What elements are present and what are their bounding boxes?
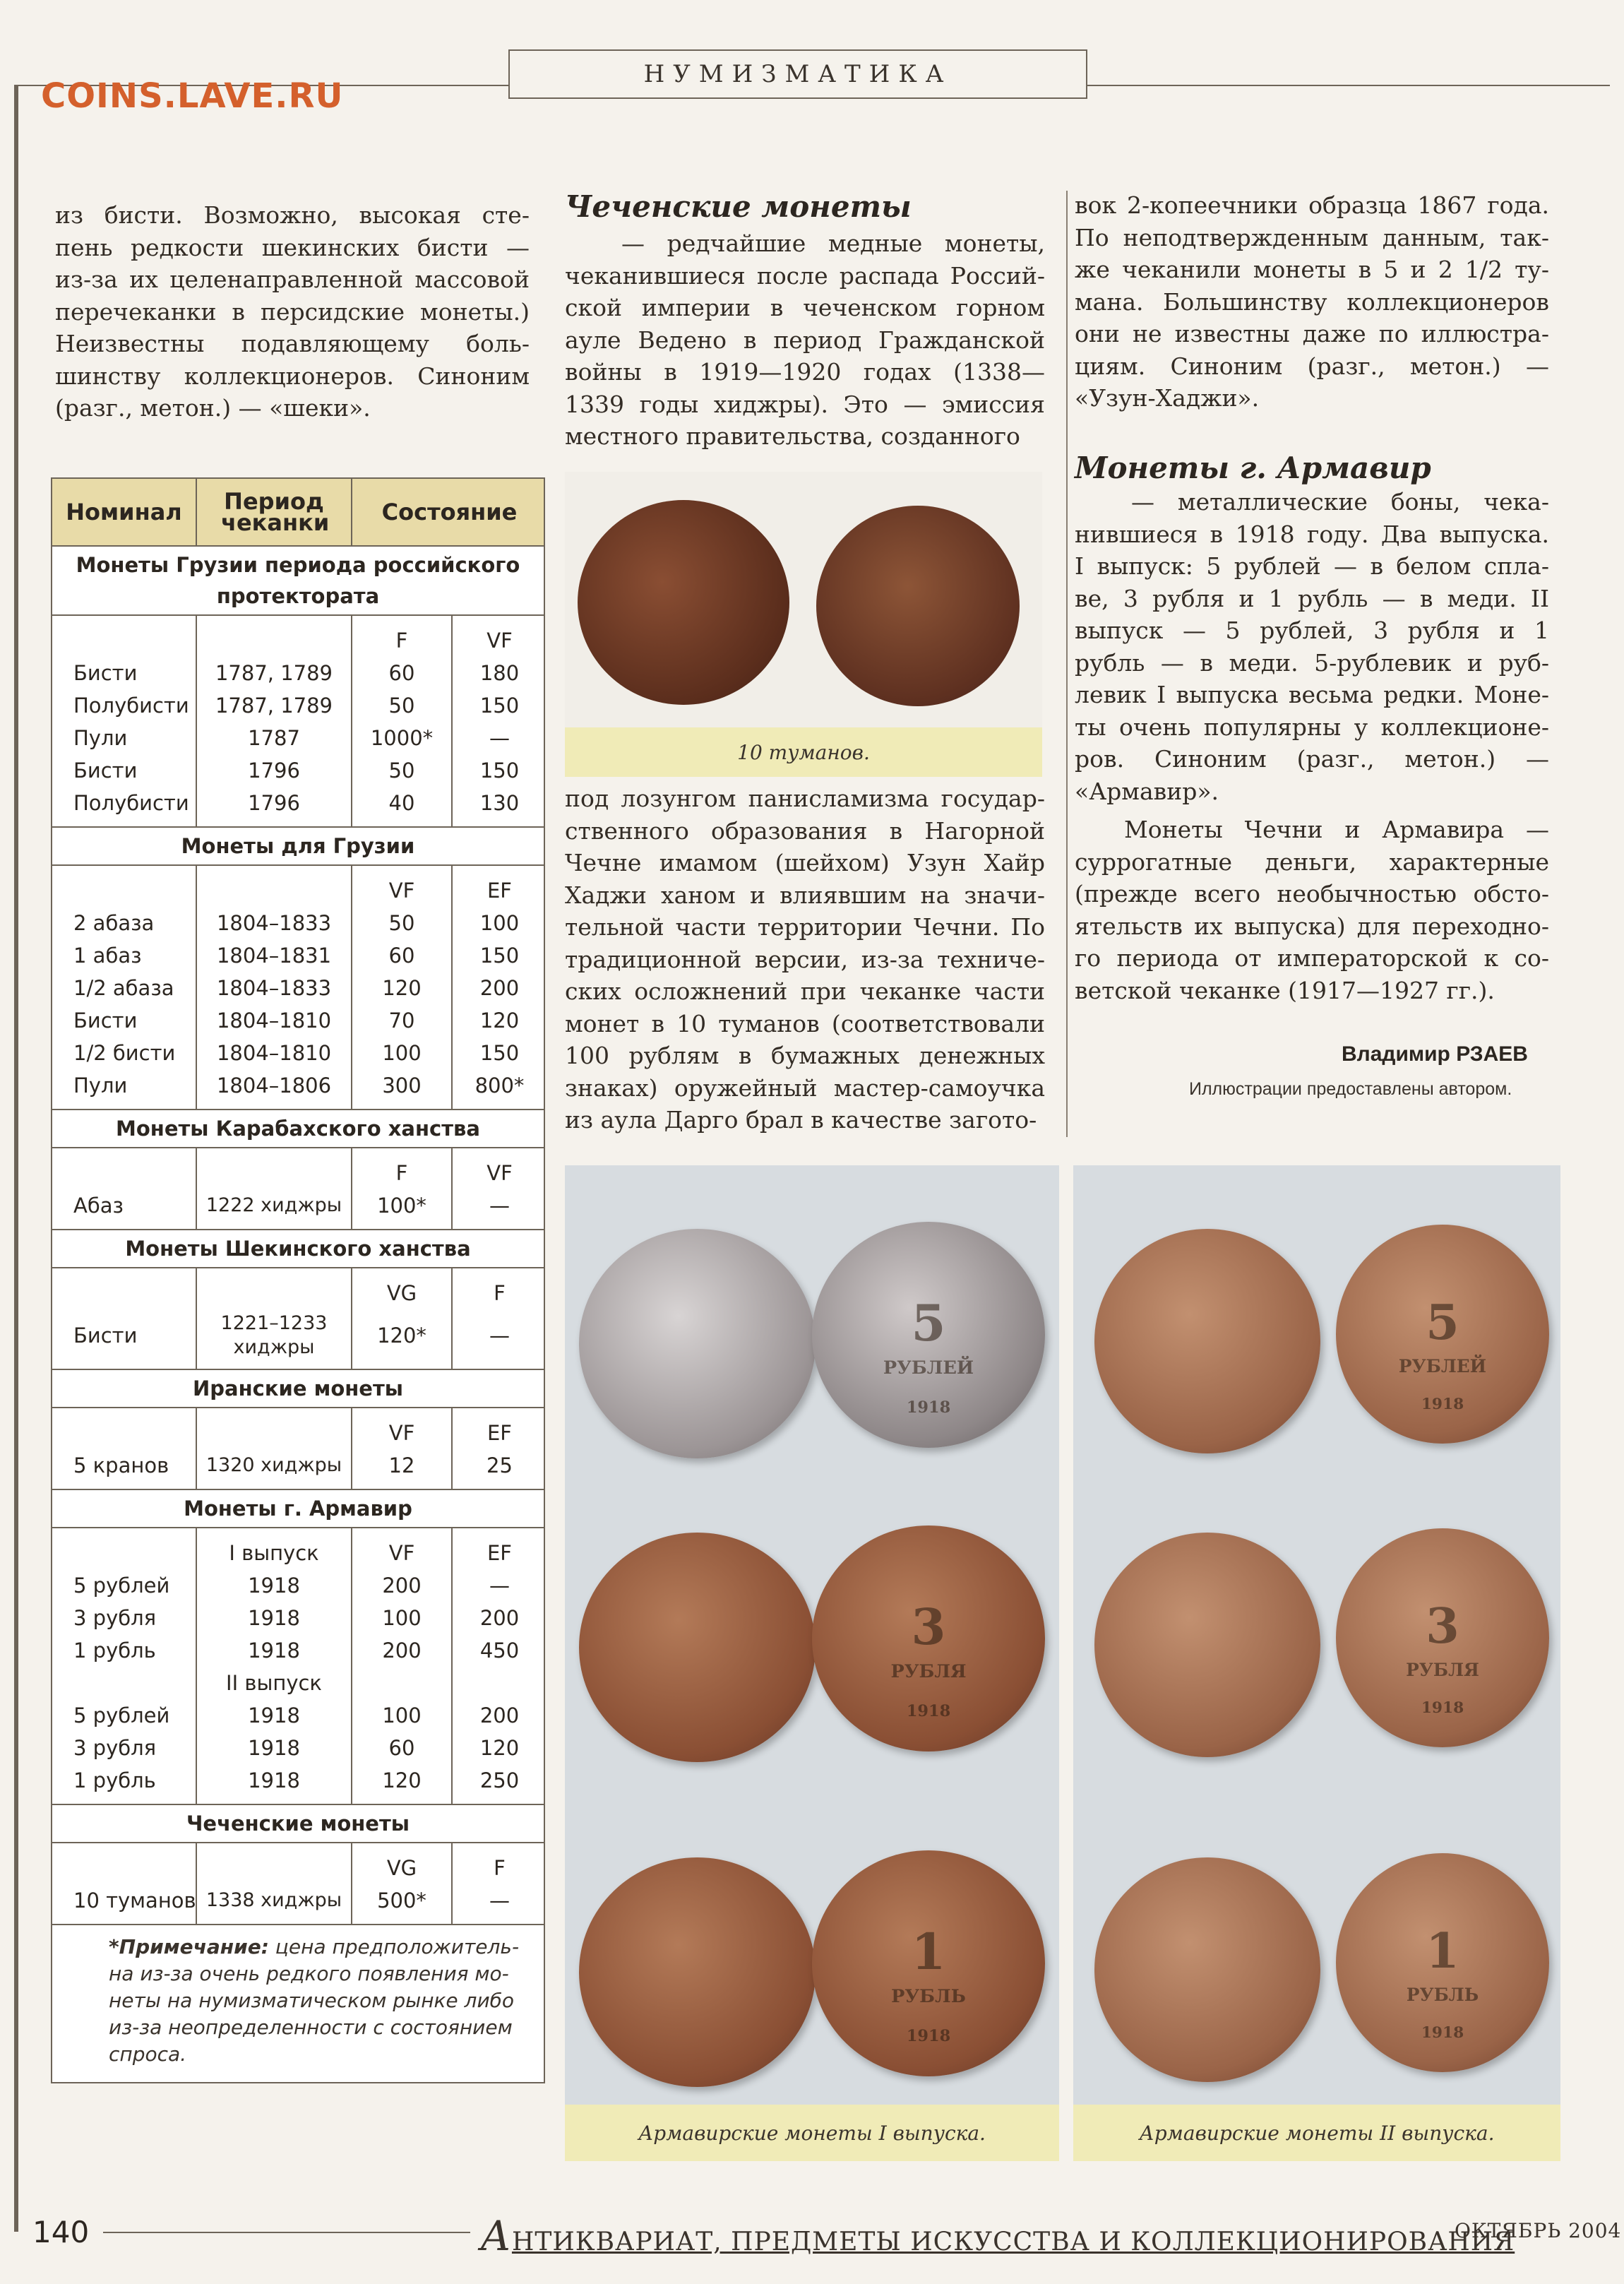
cell-nominal: 10 туманов	[73, 1889, 196, 1913]
text-line: 1339 годы хиджры). Это — эмиссия	[565, 390, 1045, 418]
blank-cell	[52, 1852, 196, 1884]
armavir-ii-obverse	[1094, 1533, 1320, 1757]
cell-grade2: 180	[479, 661, 520, 685]
cell-period: 1804–1810	[216, 1009, 332, 1033]
issue2-caption-bar	[1073, 2105, 1560, 2161]
section-title: Монеты Шекинского ханства	[52, 1230, 544, 1268]
cell-grade2: 150	[479, 944, 520, 968]
table-column	[52, 1148, 197, 1229]
issue-label: I выпуск	[229, 1541, 319, 1565]
coin-denomination: 5	[911, 1294, 946, 1353]
blank-cell	[52, 1667, 196, 1699]
cell-period: 1787	[248, 726, 300, 750]
section-title: Монеты г. Армавир	[52, 1490, 544, 1528]
armavir-issue1-panel	[565, 1165, 1059, 2161]
coin-denomination: 5	[1426, 1295, 1459, 1352]
cell-nominal: 1 абаз	[73, 944, 142, 968]
table-column	[352, 1408, 453, 1489]
cell-nominal: Полубисти	[73, 791, 189, 815]
table-column	[52, 866, 197, 1109]
cell-nominal: Бисти	[73, 759, 138, 783]
section-title: Монеты для Грузии	[52, 828, 544, 866]
table-column	[453, 1843, 547, 1924]
armavir-i-reverse	[812, 1222, 1045, 1448]
grade-label: VF	[486, 629, 513, 653]
coin-year: 1918	[906, 1398, 951, 1417]
armavir-ii-reverse	[1336, 1853, 1549, 2072]
grade-label: VF	[388, 1421, 415, 1445]
table-column	[197, 1148, 352, 1229]
text-line: из аула Дарго брал в качестве загото-	[565, 1106, 1037, 1134]
cell-grade2: 150	[479, 694, 520, 718]
section-rows	[52, 1528, 544, 1805]
coin-unit: РУБЛЯ	[1406, 1660, 1479, 1680]
cell-period: 1804–1833	[216, 911, 332, 935]
issue-date: ОКТЯБРЬ 2004	[1455, 2219, 1622, 2242]
armavir-heading: Монеты г. Армавир	[1075, 451, 1431, 485]
cell-grade1: 1000*	[370, 726, 434, 750]
issue1-caption-bar	[565, 2105, 1059, 2161]
table-column	[453, 1148, 547, 1229]
cell-nominal: 5 рублей	[73, 1574, 170, 1598]
cell-nominal: 2 абаза	[73, 911, 155, 935]
cell-grade2: 200	[479, 1606, 520, 1630]
cell-grade1: 120	[382, 1768, 422, 1792]
text-line: 100 рублям в бумажных денежных	[565, 1042, 1045, 1069]
coin-unit: РУБЛЬ	[1406, 1985, 1479, 2005]
text-line: шинству коллекционеров. Синоним	[55, 362, 530, 390]
text-line: они не известны даже по иллюстра-	[1075, 320, 1549, 347]
table-column	[453, 616, 547, 826]
text-line: По неподтвержденным данным, так-	[1075, 223, 1549, 251]
text-line: «Узун-Хаджи».	[1075, 384, 1260, 412]
cell-grade1: 60	[388, 1736, 415, 1760]
publication-title: АНТИКВАРИАТ, ПРЕДМЕТЫ ИСКУССТВА И КОЛЛЕКЦИОНИРОВАНИЯ	[480, 2212, 1515, 2260]
column3-text-middle	[1075, 486, 1549, 807]
cell-grade1: 100	[382, 1703, 422, 1727]
section-title: Монеты Карабахского ханства	[52, 1110, 544, 1148]
watermark: COINS.LAVE.RU	[41, 76, 344, 116]
grade-label: EF	[486, 1541, 512, 1565]
blank-cell	[197, 1277, 351, 1309]
footnote-label: *Примечание:	[109, 1935, 269, 1958]
armavir-i-obverse	[579, 1857, 816, 2087]
text-line: нившиеся в 1918 году. Два выпуска.	[1075, 520, 1549, 548]
coin-denomination: 1	[911, 1922, 946, 1982]
chechen-caption-bar	[565, 727, 1042, 777]
header-nominal: Номинал	[52, 479, 197, 545]
column2-text-bottom	[565, 783, 1045, 1136]
text-line: ственного образования в Нагорной	[565, 816, 1045, 845]
cell-grade2: 120	[479, 1736, 520, 1760]
cell-grade1: 120*	[377, 1324, 426, 1348]
chechen-coins-photo	[565, 472, 1042, 768]
coin-year: 1918	[1421, 2023, 1464, 2042]
cell-nominal: Бисти	[73, 1009, 138, 1033]
text-line: левик I выпуска весьма редки. Моне-	[1075, 681, 1549, 708]
grade-label: VF	[388, 879, 415, 903]
cell-nominal: 1 рубль	[73, 1768, 156, 1792]
table-column	[352, 1843, 453, 1924]
text-line: из-за их целенаправленной массовой	[55, 266, 530, 293]
table-column	[352, 616, 453, 826]
coin-unit: РУБЛЕЙ	[1398, 1356, 1487, 1376]
text-line: Монеты Чечни и Армавира —	[1124, 816, 1549, 843]
grade-label: F	[395, 629, 408, 653]
coin-denomination: 3	[1426, 1598, 1459, 1655]
section-title: Чеченские монеты	[52, 1805, 544, 1843]
cell-period: 1787, 1789	[215, 694, 333, 718]
blank-cell	[453, 1667, 547, 1699]
text-line: ской империи в чеченском горном	[565, 294, 1045, 321]
cell-grade1: 50	[388, 694, 415, 718]
cell-period: 1222 хиджры	[205, 1194, 342, 1216]
column1-text	[55, 199, 530, 424]
table-column	[197, 616, 352, 826]
cell-grade2: 200	[479, 1703, 520, 1727]
chechen-coin-reverse	[816, 506, 1020, 706]
column-divider	[1066, 191, 1068, 1137]
table-column	[352, 866, 453, 1109]
cell-grade1: 40	[388, 791, 415, 815]
coin-denomination: 1	[1426, 1923, 1459, 1980]
cell-grade2: 130	[479, 791, 520, 815]
text-line: же чеканили монеты в 5 и 2 1/2 ту-	[1075, 256, 1549, 283]
table-column	[453, 866, 547, 1109]
cell-period: 1918	[248, 1703, 300, 1727]
table-column	[197, 1268, 352, 1369]
cell-grade1: 70	[388, 1009, 415, 1033]
table-footnote	[52, 1925, 544, 2082]
cell-period: 1804–1833	[216, 976, 332, 1000]
armavir-issue2-panel	[1073, 1165, 1560, 2161]
text-line: вок 2-копеечники образца 1867 года.	[1075, 191, 1549, 219]
table-column	[52, 1528, 197, 1804]
blank-cell	[352, 1667, 451, 1699]
text-line: под лозунгом панисламизма государ-	[565, 785, 1045, 812]
table-column	[52, 1408, 197, 1489]
cell-period: 1918	[248, 1606, 300, 1630]
coin-year: 1918	[906, 2026, 951, 2045]
armavir-i-reverse	[812, 1850, 1045, 2076]
text-line: (разг., метон.) — «шеки».	[55, 394, 371, 422]
cell-period: 1796	[248, 791, 300, 815]
blank-cell	[52, 624, 196, 657]
cell-grade2: 800*	[474, 1073, 525, 1098]
text-line: местного правительства, созданного	[565, 422, 1020, 450]
text-line: ты очень популярны у коллекционе-	[1075, 713, 1549, 741]
text-line: — редчайшие медные монеты,	[621, 230, 1045, 257]
section-label: НУМИЗМАТИКА	[643, 60, 953, 88]
blank-cell	[197, 1157, 351, 1189]
armavir-i-obverse	[579, 1229, 816, 1458]
cell-grade2: —	[489, 1889, 510, 1913]
table-column	[352, 1148, 453, 1229]
cell-nominal: Полубисти	[73, 694, 189, 718]
armavir-ii-obverse	[1094, 1229, 1320, 1453]
cell-grade1: 200	[382, 1638, 422, 1663]
armavir-ii-reverse	[1336, 1225, 1549, 1444]
cell-period: 1918	[248, 1638, 300, 1663]
text-line: (прежде всего необычностью обсто-	[1075, 880, 1549, 908]
cell-period: 1804–1831	[216, 944, 332, 968]
cell-nominal: 5 рублей	[73, 1703, 170, 1727]
blank-cell	[52, 1277, 196, 1309]
coin-unit: РУБЛЯ	[890, 1661, 967, 1682]
cell-grade1: 60	[388, 944, 415, 968]
armavir-i-reverse	[812, 1525, 1045, 1751]
cell-grade1: 100	[382, 1606, 422, 1630]
column2-text-top	[565, 227, 1045, 453]
armavir-ii-reverse	[1336, 1528, 1549, 1747]
cell-grade2: 150	[479, 759, 520, 783]
price-table	[51, 477, 545, 2083]
cell-period: 1221–1233 хиджры	[220, 1312, 328, 1358]
chechen-heading: Чеченские монеты	[565, 189, 912, 224]
cell-grade2: 120	[479, 1009, 520, 1033]
table-column	[52, 1843, 197, 1924]
cell-nominal: Бисти	[73, 1324, 138, 1348]
cell-period: 1338 хиджры	[205, 1889, 342, 1911]
text-line: ауле Ведено в период Гражданской	[565, 326, 1045, 354]
cell-grade2: —	[489, 1324, 510, 1348]
cell-grade1: 50	[388, 759, 415, 783]
cell-period: 1804–1810	[216, 1041, 332, 1065]
blank-cell	[52, 1157, 196, 1189]
blank-cell	[52, 874, 196, 907]
issue1-caption: Армавирские монеты I выпуска.	[638, 2121, 986, 2145]
text-line: циям. Синоним (разг., метон.) —	[1075, 352, 1549, 380]
cell-nominal: Пули	[73, 726, 128, 750]
text-line: суррогатные деньги, характерные	[1075, 847, 1549, 876]
cell-nominal: Пули	[73, 1073, 128, 1098]
grade-label: EF	[486, 1421, 512, 1445]
section-rows	[52, 1843, 544, 1925]
section-rows	[52, 616, 544, 828]
cell-grade2: 150	[479, 1041, 520, 1065]
cell-grade2: —	[489, 1574, 510, 1598]
cell-period: 1918	[248, 1736, 300, 1760]
text-line: ских осложнений при чеканке части	[565, 977, 1045, 1005]
section-rows	[52, 1408, 544, 1490]
armavir-ii-obverse	[1094, 1857, 1320, 2082]
text-line: Хаджи ханом и влиявшим на значи-	[565, 881, 1045, 909]
cell-period: 1918	[248, 1574, 300, 1598]
blank-cell	[197, 624, 351, 657]
text-line: Неизвестны подавляющему боль-	[55, 330, 530, 357]
issue2-caption: Армавирские монеты II выпуска.	[1139, 2121, 1495, 2145]
cell-nominal: 5 кранов	[73, 1453, 169, 1477]
section-title: Иранские монеты	[52, 1370, 544, 1408]
section-rows	[52, 1268, 544, 1370]
cell-grade2: —	[489, 726, 510, 750]
grade-label: F	[395, 1161, 408, 1185]
text-line: ятельств их выпуска) для переходно-	[1075, 912, 1549, 940]
cell-nominal: 1 рубль	[73, 1638, 156, 1663]
cell-grade1: 300	[382, 1073, 422, 1098]
coin-unit: РУБЛЕЙ	[883, 1357, 974, 1379]
cell-grade1: 100	[382, 1041, 422, 1065]
cell-grade1: 50	[388, 911, 415, 935]
text-line: выпуск — 5 рублей, 3 рубля и 1	[1075, 617, 1549, 644]
section-label-box	[508, 49, 1087, 99]
table-column	[197, 866, 352, 1109]
cell-grade1: 200	[382, 1574, 422, 1598]
text-line: «Армавир».	[1075, 777, 1219, 805]
blank-cell	[52, 1537, 196, 1569]
text-line: пень редкости шекинских бисти —	[55, 233, 530, 261]
page-number: 140	[32, 2215, 90, 2249]
text-line: знаках) оружейный мастер-самоучка	[565, 1073, 1045, 1102]
cell-grade2: 100	[479, 911, 520, 935]
text-line: Чечне имамом (шейхом) Узун Хайр	[565, 849, 1045, 876]
header-period: Период чеканки	[197, 479, 352, 545]
text-line: ве, 3 рубля и 1 рубль — в меди. II	[1075, 584, 1549, 612]
text-line: I выпуск: 5 рублей — в белом спла-	[1075, 552, 1549, 580]
cell-nominal: 3 рубля	[73, 1606, 157, 1630]
cell-period: 1320 хиджры	[205, 1454, 342, 1476]
table-column	[453, 1528, 547, 1804]
author-name: Владимир РЗАЕВ	[1342, 1042, 1528, 1066]
text-line: чеканившиеся после распада Россий-	[565, 261, 1045, 290]
table-body	[52, 547, 544, 1925]
illustration-credit: Иллюстрации предоставлены автором.	[1189, 1079, 1512, 1099]
table-column	[197, 1843, 352, 1924]
grade-label: VG	[386, 1281, 417, 1305]
cell-grade2: 200	[479, 976, 520, 1000]
text-line: — металлические боны, чека-	[1131, 488, 1549, 516]
coin-denomination: 3	[911, 1598, 946, 1657]
table-column	[352, 1528, 453, 1804]
cell-period: 1787, 1789	[215, 661, 333, 685]
cell-grade2: 450	[479, 1638, 520, 1663]
text-line: из бисти. Возможно, высокая сте-	[55, 201, 530, 229]
coin-year: 1918	[1421, 1699, 1464, 1717]
table-header	[52, 479, 544, 547]
armavir-i-obverse	[579, 1533, 816, 1762]
table-column	[197, 1408, 352, 1489]
cell-grade1: 100*	[377, 1194, 426, 1218]
text-line: тельной части территории Чечни. По	[565, 913, 1045, 941]
left-page-rule	[14, 85, 18, 2232]
cell-grade2: 250	[479, 1768, 520, 1792]
cell-period: 1796	[248, 759, 300, 783]
text-line: традиционной версии, из-за техниче-	[565, 945, 1045, 973]
text-line: ветской чеканке (1917—1927 гг.).	[1075, 976, 1495, 1004]
table-column	[197, 1528, 352, 1804]
cell-grade1: 60	[388, 661, 415, 685]
section-rows	[52, 1148, 544, 1230]
issue-label: II выпуск	[226, 1671, 322, 1695]
grade-label: VG	[386, 1856, 417, 1880]
grade-label: EF	[486, 879, 512, 903]
chechen-coin-obverse	[578, 500, 789, 705]
grade-label: F	[494, 1856, 506, 1880]
table-column	[52, 616, 197, 826]
cell-grade1: 12	[388, 1453, 415, 1477]
cell-nominal: 1/2 абаза	[73, 976, 174, 1000]
coin-year: 1918	[1421, 1395, 1464, 1413]
blank-cell	[197, 1852, 351, 1884]
cell-grade1: 120	[382, 976, 422, 1000]
table-column	[453, 1268, 547, 1369]
section-title: Монеты Грузии периода российского протектората	[52, 547, 544, 616]
footnote-text: цена предположительна из-за очень редкого появления монеты на нумизматическом рынке либо из-за неопределенности с состоянием спроса.	[109, 1935, 520, 2066]
coin-year: 1918	[906, 1701, 951, 1720]
cell-nominal: 1/2 бисти	[73, 1041, 176, 1065]
text-line: ров. Синоним (разг., метон.) —	[1075, 745, 1549, 773]
cell-period: 1804–1806	[216, 1073, 332, 1098]
cell-period: 1918	[248, 1768, 300, 1792]
cell-grade2: —	[489, 1194, 510, 1218]
blank-cell	[197, 1417, 351, 1449]
grade-label: VF	[388, 1541, 415, 1565]
coin-unit: РУБЛЬ	[891, 1986, 966, 2007]
table-column	[352, 1268, 453, 1369]
grade-label: VF	[486, 1161, 513, 1185]
grade-label: F	[494, 1281, 506, 1305]
chechen-caption: 10 туманов.	[737, 740, 870, 764]
cell-grade1: 500*	[377, 1889, 426, 1913]
text-line: мана. Большинству коллекционеров	[1075, 287, 1549, 316]
cell-nominal: Бисти	[73, 661, 138, 685]
text-line: перечеканки в персидские монеты.)	[55, 297, 530, 326]
text-line: войны в 1919—1920 годах (1338—	[565, 358, 1045, 386]
column3-text-top	[1075, 189, 1549, 415]
text-line: монет в 10 туманов (соответствовали	[565, 1009, 1045, 1037]
footer-rule	[103, 2232, 470, 2233]
column3-text-bottom	[1075, 814, 1549, 1006]
cell-nominal: 3 рубля	[73, 1736, 157, 1760]
table-column	[453, 1408, 547, 1489]
text-line: рубль — в меди. 5-рублевик и руб-	[1075, 648, 1549, 677]
section-rows	[52, 866, 544, 1110]
header-condition: Состояние	[381, 499, 518, 525]
blank-cell	[52, 1417, 196, 1449]
cell-grade2: 25	[486, 1453, 513, 1477]
blank-cell	[197, 874, 351, 907]
text-line: го периода от императорской к со-	[1075, 944, 1549, 972]
cell-nominal: Абаз	[73, 1194, 124, 1218]
table-column	[52, 1268, 197, 1369]
